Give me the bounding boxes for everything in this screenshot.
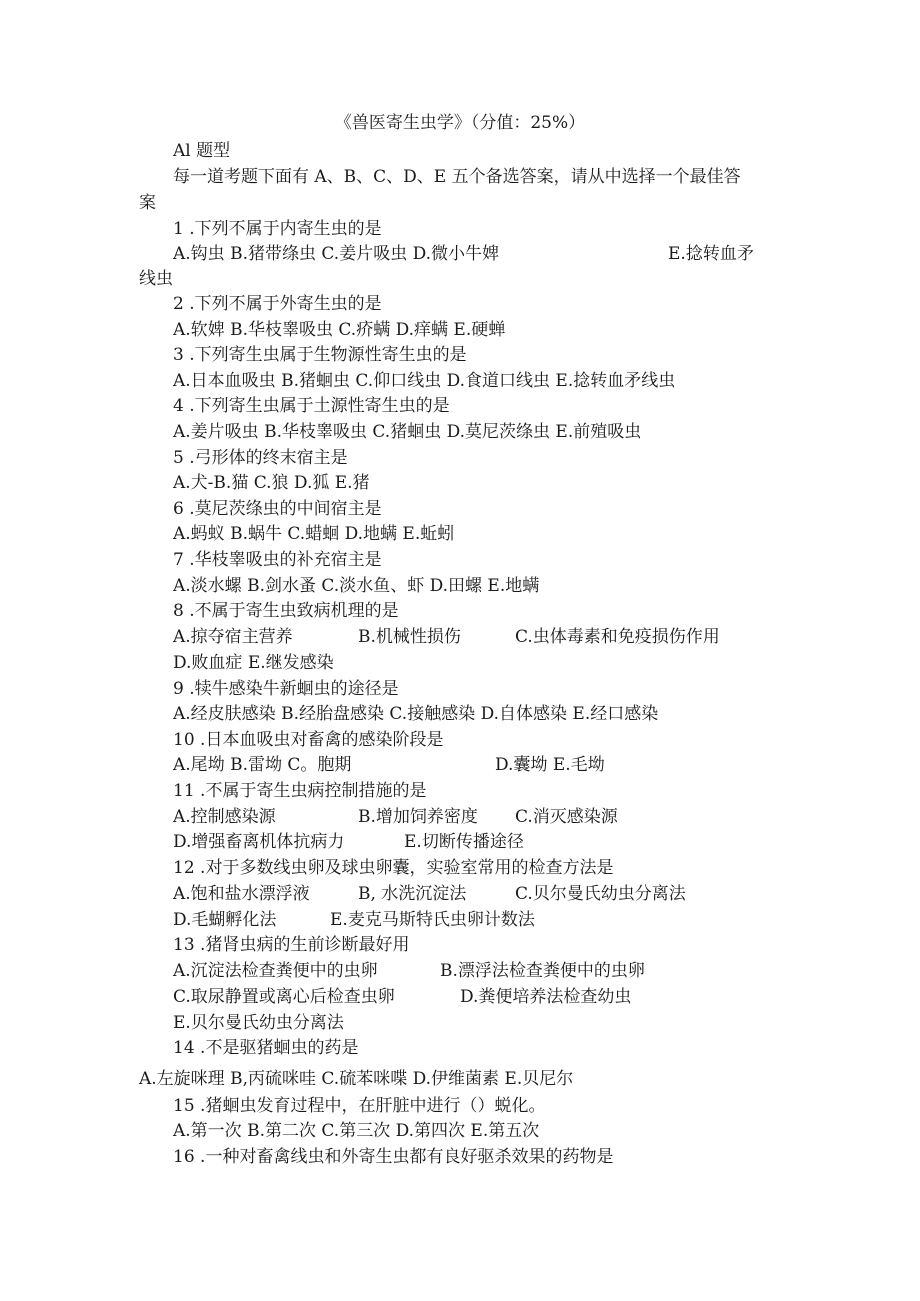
answer-options: C.消灭感染源 — [515, 807, 618, 827]
answer-options: C.贝尔曼氏幼虫分离法 — [515, 884, 686, 904]
question-stem: 1 .下列不属于内寄生虫的是 — [173, 219, 382, 239]
question-stem: 16 .一种对畜禽线虫和外寄生虫都有良好驱杀效果的药物是 — [173, 1147, 614, 1167]
question-stem: 14 .不是驱猪蛔虫的药是 — [173, 1038, 359, 1058]
answer-options: D.囊坳 E.毛坳 — [495, 755, 605, 775]
question-stem: 12 .对于多数线虫卵及球虫卵囊，实验室常用的检查方法是 — [173, 858, 614, 878]
answer-options: E.麦克马斯特氏虫卵计数法 — [330, 910, 535, 930]
answer-options: A.第一次 B.第二次 C.第三次 D.第四次 E.第五次 — [173, 1121, 540, 1141]
question-stem: 3 .下列寄生虫属于生物源性寄生虫的是 — [173, 345, 467, 365]
answer-options: A.饱和盐水漂浮液 — [173, 884, 310, 904]
question-stem: 6 .莫尼茨绦虫的中间宿主是 — [173, 499, 382, 519]
answer-options: A.犬-B.猫 C.狼 D.狐 E.猪 — [173, 473, 370, 493]
section-heading: Al 题型 — [173, 141, 231, 161]
answer-options: A.左旋咪理 B,丙硫咪哇 C.硫苯咪喋 D.伊维菌素 E.贝尼尔 — [139, 1069, 574, 1089]
answer-options: E.贝尔曼氏幼虫分离法 — [173, 1013, 344, 1033]
answer-options: A.蚂蚁 B.蜗牛 C.蜡蛔 D.地螨 E.蚯蚓 — [173, 524, 455, 544]
answer-options: A.日本血吸虫 B.猪蛔虫 C.仰口线虫 D.食道口线虫 E.捻转血矛线虫 — [173, 371, 676, 391]
question-stem: 4 .下列寄生虫属于土源性寄生虫的是 — [173, 396, 450, 416]
instruction-line: 每一道考题下面有 A、B、C、D、E 五个备选答案，请从中选择一个最佳答 — [173, 167, 741, 187]
answer-options: A.姜片吸虫 B.华枝睾吸虫 C.猪蛔虫 D.莫尼茨绦虫 E.前殖吸虫 — [173, 422, 642, 442]
answer-options: B.增加饲养密度 — [358, 807, 478, 827]
question-stem: 7 .华枝睾吸虫的补充宿主是 — [173, 550, 382, 570]
answer-options: 线虫 — [139, 269, 173, 289]
answer-options: B.机械性损伤 — [358, 627, 461, 647]
answer-options: D.毛蝴孵化法 — [173, 910, 277, 930]
answer-options: A.沉淀法检查粪便中的虫卵 — [173, 961, 378, 981]
answer-options: A.软婢 B.华枝睾吸虫 C.疥螨 D.痒螨 E.硬蝉 — [173, 320, 506, 340]
question-stem: 8 .不属于寄生虫致病机理的是 — [173, 601, 399, 621]
answer-options: A.淡水螺 B.剑水蚤 C.淡水鱼、虾 D.田螺 E.地螨 — [173, 576, 540, 596]
answer-options: E.切断传播途径 — [404, 832, 524, 852]
answer-options: D.败血症 E.继发感染 — [173, 653, 334, 673]
answer-options: C.虫体毒素和免疫损伤作用 — [515, 627, 720, 647]
answer-options: B, 水洗沉淀法 — [358, 884, 467, 904]
answer-options: A.钩虫 B.猪带绦虫 C.姜片吸虫 D.微小牛婢 — [173, 244, 500, 264]
answer-options: D.增强畜离机体抗病力 — [173, 832, 345, 852]
answer-options: C.取尿静置或离心后检查虫卵 — [173, 987, 395, 1007]
question-stem: 10 .日本血吸虫对畜禽的感染阶段是 — [173, 730, 444, 750]
instruction-line: 案 — [139, 193, 156, 213]
answer-options: A.尾坳 B.雷坳 C。胞期 — [173, 755, 352, 775]
answer-options: A.经皮肤感染 B.经胎盘感染 C.接触感染 D.自体感染 E.经口感染 — [173, 704, 659, 724]
answer-options: E.捻转血矛 — [668, 244, 754, 264]
page-title: 《兽医寄生虫学》（分值：25%） — [334, 113, 586, 133]
answer-options: A.掠夺宿主营养 — [173, 627, 293, 647]
question-stem: 13 .猪肾虫病的生前诊断最好用 — [173, 935, 410, 955]
answer-options: A.控制感染源 — [173, 807, 276, 827]
question-stem: 5 .弓形体的终末宿主是 — [173, 448, 348, 468]
question-stem: 15 .猪蛔虫发育过程中，在肝脏中进行（）蜕化。 — [173, 1096, 546, 1116]
answer-options: B.漂浮法检查粪便中的虫卵 — [440, 961, 645, 981]
question-stem: 2 .下列不属于外寄生虫的是 — [173, 294, 382, 314]
answer-options: D.粪便培养法检查幼虫 — [460, 987, 632, 1007]
question-stem: 9 .犊牛感染牛新蛔虫的途径是 — [173, 679, 399, 699]
question-stem: 11 .不属于寄生虫病控制措施的是 — [173, 781, 427, 801]
